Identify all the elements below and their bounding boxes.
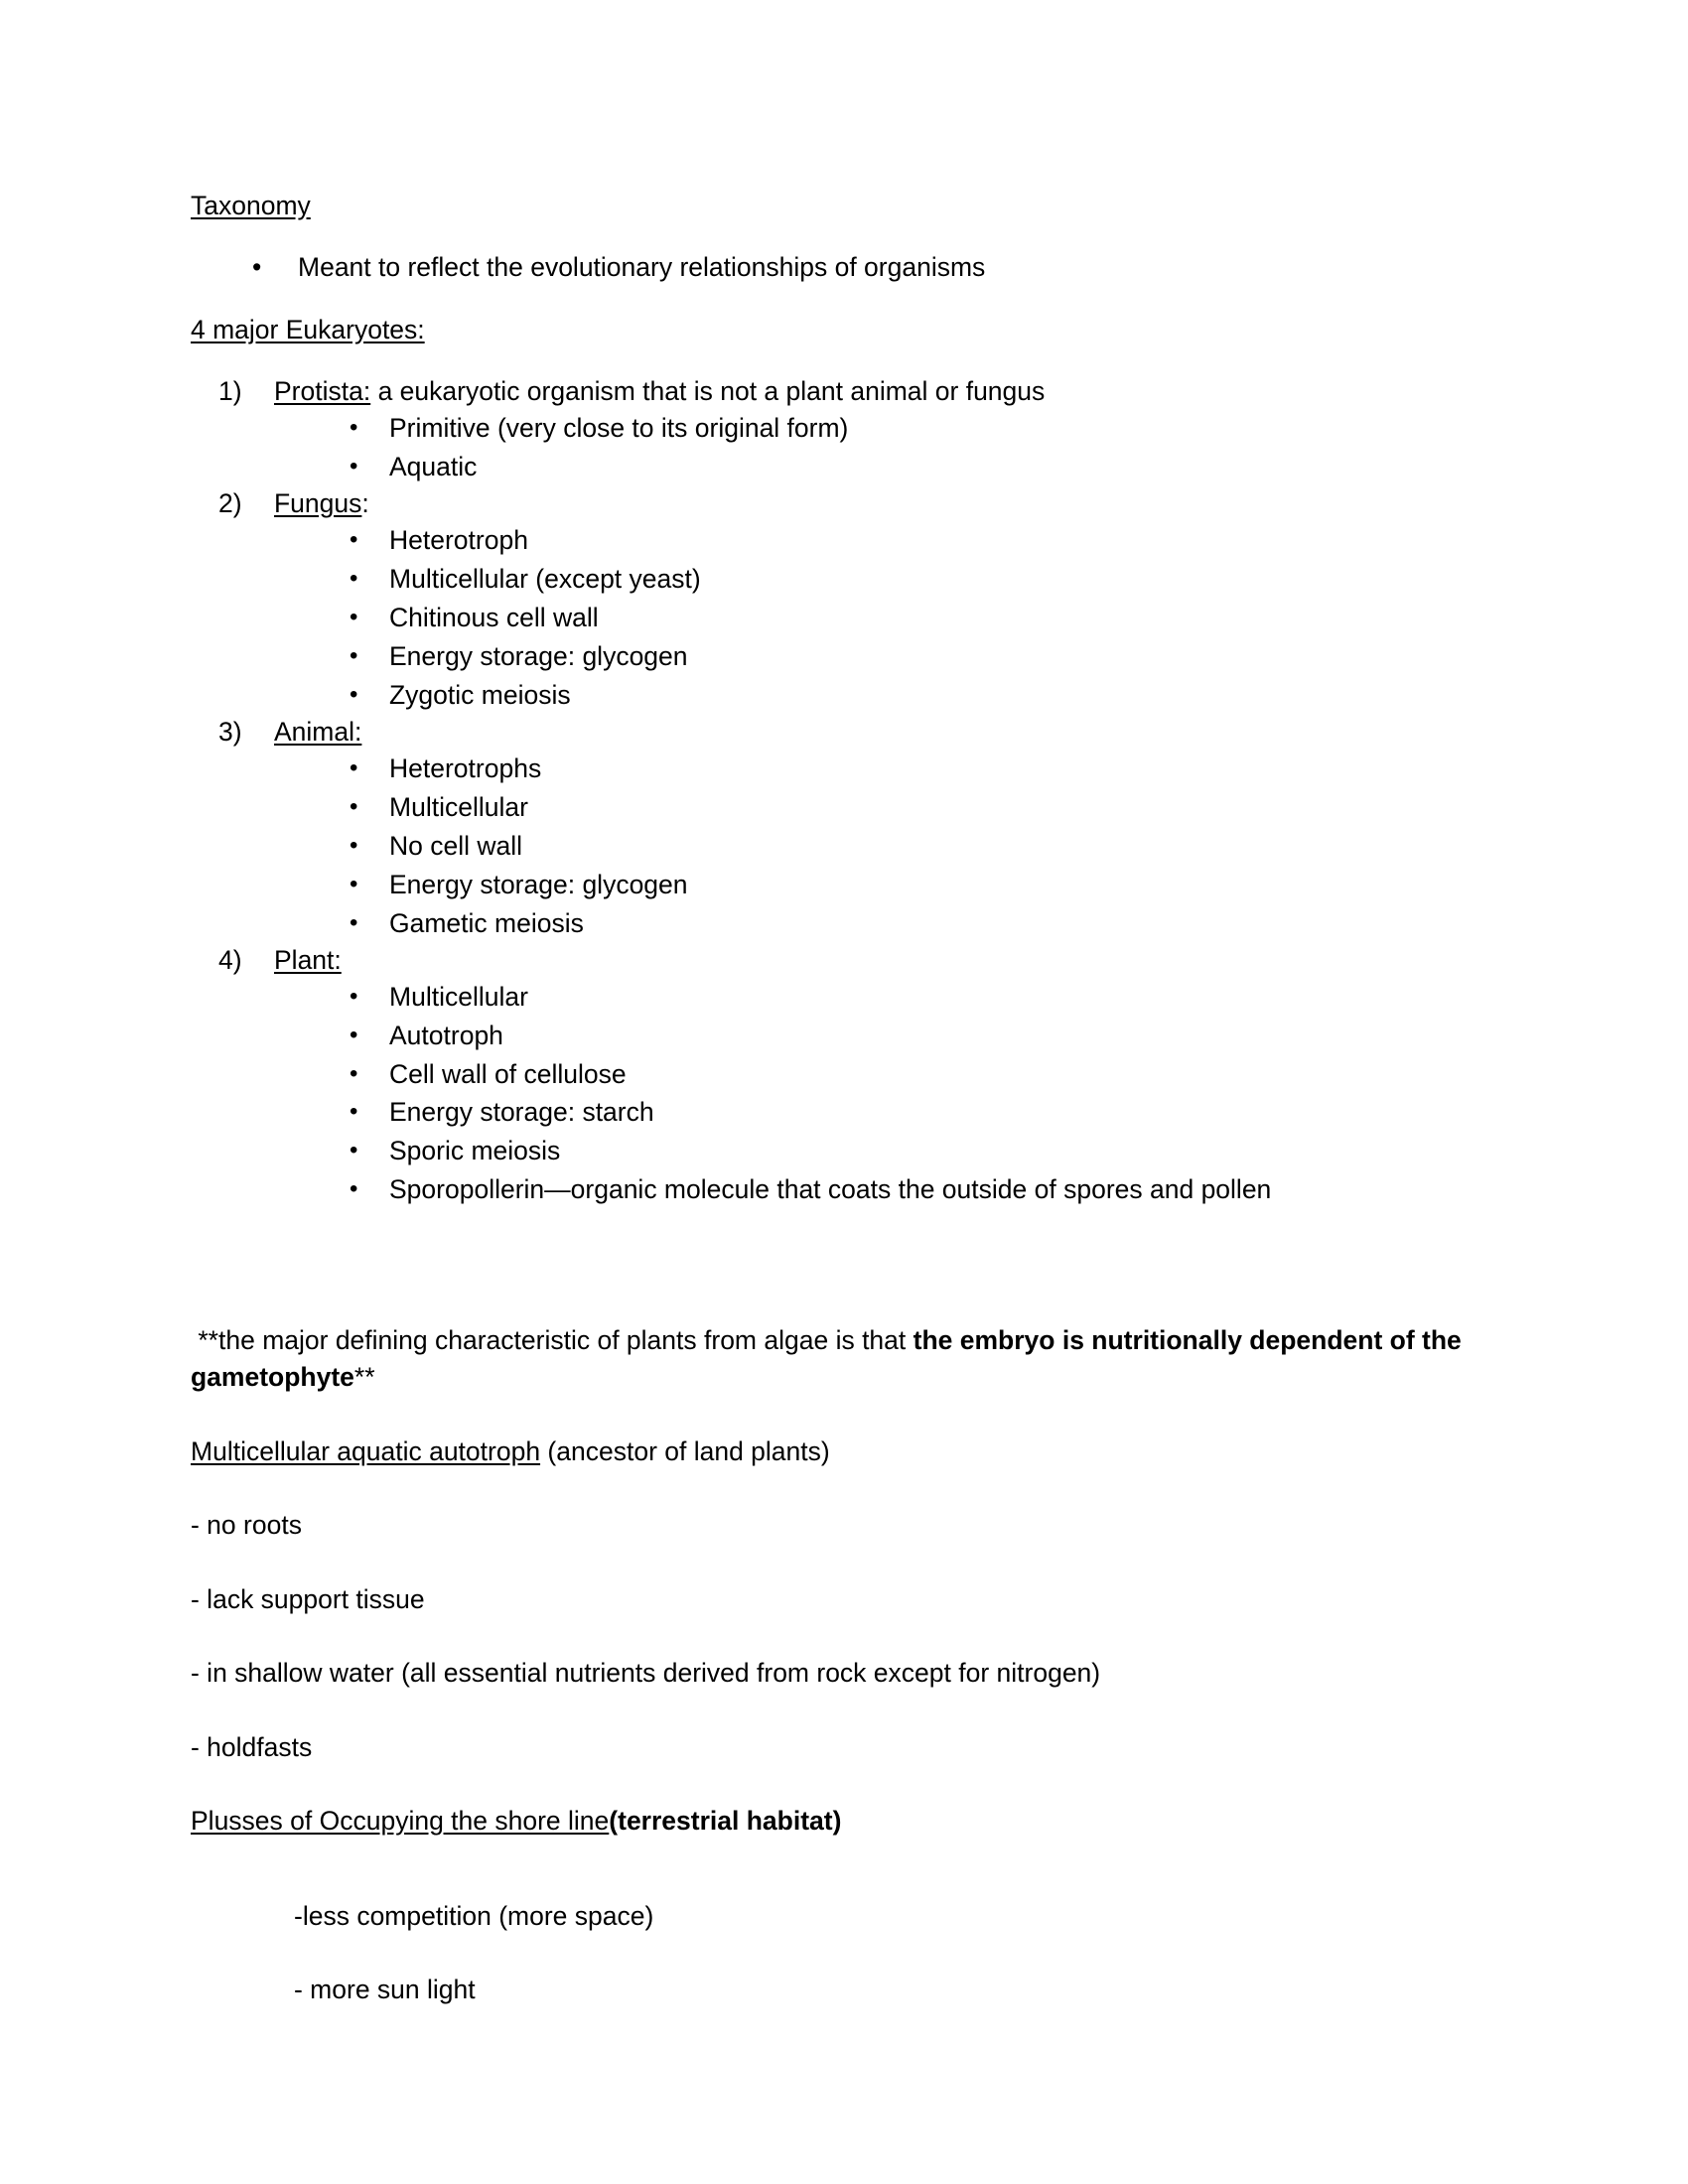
list-item — [274, 827, 1501, 866]
list-item-animal — [191, 715, 1501, 943]
plus-more-sun-light: - more sun light — [294, 1975, 476, 2004]
list-item — [274, 448, 1501, 486]
list-item-protista — [191, 374, 1501, 486]
list-item-label: Autotroph — [389, 1020, 503, 1050]
bullet-icon: • — [350, 753, 358, 781]
list-item-label: Sporic meiosis — [389, 1136, 561, 1166]
list-item — [274, 1170, 1501, 1209]
fungus-bullet-list — [274, 521, 1501, 715]
list-item — [274, 750, 1501, 788]
term-definition: : — [361, 488, 369, 519]
heading-taxonomy-text: Taxonomy — [191, 191, 311, 220]
list-item-label: Chitinous cell wall — [389, 603, 599, 633]
list-item-label: Cell wall of cellulose — [389, 1058, 627, 1089]
list-item — [274, 599, 1501, 637]
spacer — [191, 1764, 1501, 1804]
list-item — [274, 978, 1501, 1017]
animal-bullet-list — [274, 750, 1501, 943]
bullet-icon: • — [350, 1021, 358, 1048]
eukaryote-list — [191, 374, 1501, 1209]
list-item-label: Multicellular — [389, 981, 528, 1012]
bullet-icon: • — [252, 252, 262, 283]
bullet-icon: • — [350, 414, 358, 442]
list-item — [274, 409, 1501, 448]
list-item-label: Energy storage: glycogen — [389, 869, 688, 899]
list-item — [274, 637, 1501, 676]
term-label: Protista: — [274, 376, 371, 407]
spacer — [191, 1468, 1501, 1508]
list-item — [274, 904, 1501, 943]
spacer — [191, 1878, 1501, 1899]
trait-lack-support-tissue: - lack support tissue — [191, 1583, 425, 1614]
term-label: Animal: — [274, 716, 362, 747]
list-item — [274, 866, 1501, 904]
list-item-label: Heterotrophs — [389, 752, 542, 783]
protista-bullet-list — [274, 409, 1501, 486]
bullet-icon: • — [350, 1098, 358, 1126]
list-item — [274, 1017, 1501, 1055]
heading-ancestor — [191, 1434, 1501, 1468]
list-item-label: Energy storage: glycogen — [389, 641, 688, 672]
spacer — [191, 1395, 1501, 1434]
bullet-icon: • — [350, 526, 358, 554]
spacer — [191, 222, 1501, 250]
heading-eukaryotes-text: 4 major Eukaryotes: — [191, 314, 425, 344]
list-item — [274, 1055, 1501, 1094]
spacer — [191, 1691, 1501, 1730]
term-definition: a eukaryotic organism that is not a plant animal or fungus — [370, 376, 1046, 407]
list-item-label: No cell wall — [389, 830, 523, 861]
embryo-note-plain-start: **the major defining characteristic of plants from algae is that — [191, 1325, 914, 1356]
list-item — [274, 676, 1501, 715]
list-item — [191, 250, 1501, 284]
term-label: Fungus — [274, 488, 362, 519]
bullet-icon: • — [350, 565, 358, 593]
heading-eukaryotes — [191, 313, 1501, 346]
spacer — [191, 1616, 1501, 1656]
taxonomy-bullet-list — [191, 250, 1501, 284]
spacer — [191, 1209, 1501, 1295]
list-item — [274, 560, 1501, 599]
bullet-icon: • — [350, 1059, 358, 1087]
spacer — [191, 1543, 1501, 1582]
heading-plusses-bold: (terrestrial habitat) — [609, 1806, 842, 1837]
bullet-icon: • — [350, 870, 358, 897]
list-item-label: Multicellular (except yeast) — [389, 564, 701, 595]
list-item-label: Multicellular — [389, 791, 528, 822]
document-body — [191, 189, 1501, 2006]
bullet-icon: • — [350, 453, 358, 480]
list-number: 1) — [218, 376, 242, 407]
plus-less-competition: -less competition (more space) — [294, 1900, 654, 1931]
trait-holdfasts: - holdfasts — [191, 1731, 313, 1762]
list-item-label: Meant to reflect the evolutionary relationships of organisms — [298, 252, 986, 283]
bullet-icon: • — [350, 908, 358, 936]
list-number: 3) — [218, 716, 242, 747]
list-item — [274, 1093, 1501, 1132]
bullet-icon: • — [350, 982, 358, 1010]
embryo-note-plain-end: ** — [353, 1361, 375, 1392]
bullet-icon: • — [350, 680, 358, 708]
list-item — [274, 788, 1501, 827]
list-item-label: Energy storage: starch — [389, 1097, 654, 1128]
spacer — [191, 1933, 1501, 1973]
term-label: Plant: — [274, 944, 342, 975]
list-item-label: Heterotroph — [389, 525, 528, 556]
list-item — [274, 521, 1501, 560]
heading-taxonomy — [191, 189, 1501, 222]
list-item-label: Gametic meiosis — [389, 907, 584, 938]
heading-plusses-underlined: Plusses of Occupying the shore line — [191, 1806, 610, 1837]
bullet-icon: • — [350, 831, 358, 859]
bullet-icon: • — [350, 1137, 358, 1164]
embryo-note-paragraph — [191, 1322, 1467, 1395]
bullet-icon: • — [350, 792, 358, 820]
heading-ancestor-underlined: Multicellular aquatic autotroph — [191, 1435, 541, 1466]
list-item — [274, 1132, 1501, 1170]
heading-plusses — [191, 1804, 1501, 1838]
spacer — [191, 1839, 1501, 1878]
heading-ancestor-rest: (ancestor of land plants) — [540, 1435, 830, 1466]
bullet-icon: • — [350, 1175, 358, 1203]
list-item-plant — [191, 943, 1501, 1210]
list-number: 2) — [218, 488, 242, 519]
list-item-label: Aquatic — [389, 452, 478, 482]
bullet-icon: • — [350, 604, 358, 631]
spacer — [191, 346, 1501, 374]
bullet-icon: • — [350, 642, 358, 670]
trait-shallow-water: - in shallow water (all essential nutrients derived from rock except for nitrogen) — [191, 1658, 1101, 1689]
spacer — [191, 285, 1501, 313]
list-item-label: Zygotic meiosis — [389, 679, 571, 710]
plant-bullet-list — [274, 978, 1501, 1210]
list-item-fungus — [191, 486, 1501, 715]
list-item-label: Sporopollerin—organic molecule that coats the outside of spores and pollen — [389, 1174, 1272, 1205]
list-item-label: Primitive (very close to its original form) — [389, 413, 849, 444]
trait-no-roots: - no roots — [191, 1510, 302, 1541]
spacer — [191, 1295, 1501, 1322]
list-number: 4) — [218, 944, 242, 975]
embryo-note-bold: the embryo is nutritionally dependent of the gametophyte — [191, 1325, 1462, 1392]
